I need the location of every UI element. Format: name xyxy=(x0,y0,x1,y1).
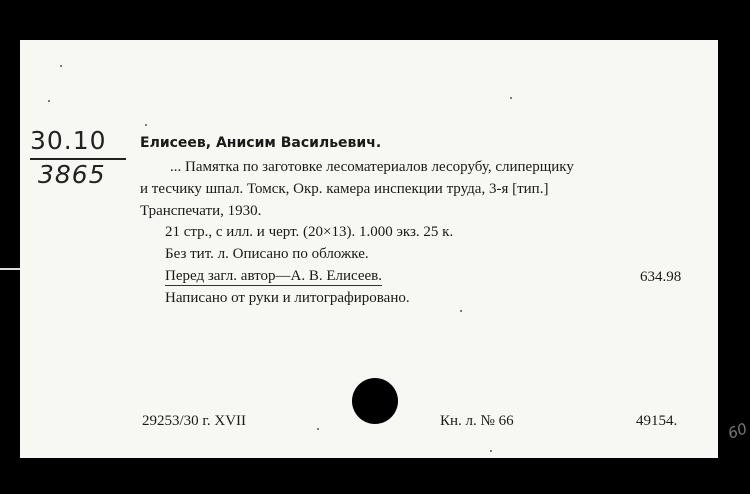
title-line-1: ... Памятка по заготовке лесоматериалов лесорубу, слиперщику xyxy=(170,159,574,175)
shelf-mark-bottom: 3865 xyxy=(38,160,106,189)
shelf-mark-top: 30.10 xyxy=(30,126,107,155)
speck xyxy=(317,428,319,430)
title-line-3: Транспечати, 1930. xyxy=(140,203,262,219)
detail-line-method: Написано от руки и литографировано. xyxy=(165,290,410,306)
speck xyxy=(460,310,462,312)
footer-card-number: Кн. л. № 66 xyxy=(440,413,514,429)
footer-order-number: 29253/30 г. XVII xyxy=(142,413,247,429)
speck xyxy=(510,97,512,99)
speck xyxy=(490,450,492,452)
title-line-2: и тесчику шпал. Томск, Окр. камера инспекции труда, 3-я [тип.] xyxy=(140,181,549,197)
stray-pencil-mark: 60 xyxy=(725,419,750,443)
catalog-card xyxy=(20,40,750,458)
scanner-edge-mark xyxy=(0,268,20,270)
speck xyxy=(48,100,50,102)
detail-line-author: Перед загл. автор—А. В. Елисеев. xyxy=(165,268,383,284)
speck xyxy=(60,65,62,67)
classification-code: 634.98 xyxy=(640,269,682,285)
author-heading: Елисеев, Анисим Васильевич. xyxy=(140,135,382,151)
detail-line-extent: 21 стр., с илл. и черт. (20×13). 1.000 экз. 25 к. xyxy=(165,224,454,240)
card-punch-hole xyxy=(352,378,398,424)
speck xyxy=(145,124,147,126)
detail-line-note: Без тит. л. Описано по обложке. xyxy=(165,246,369,262)
footer-inventory-number: 49154. xyxy=(636,413,678,429)
